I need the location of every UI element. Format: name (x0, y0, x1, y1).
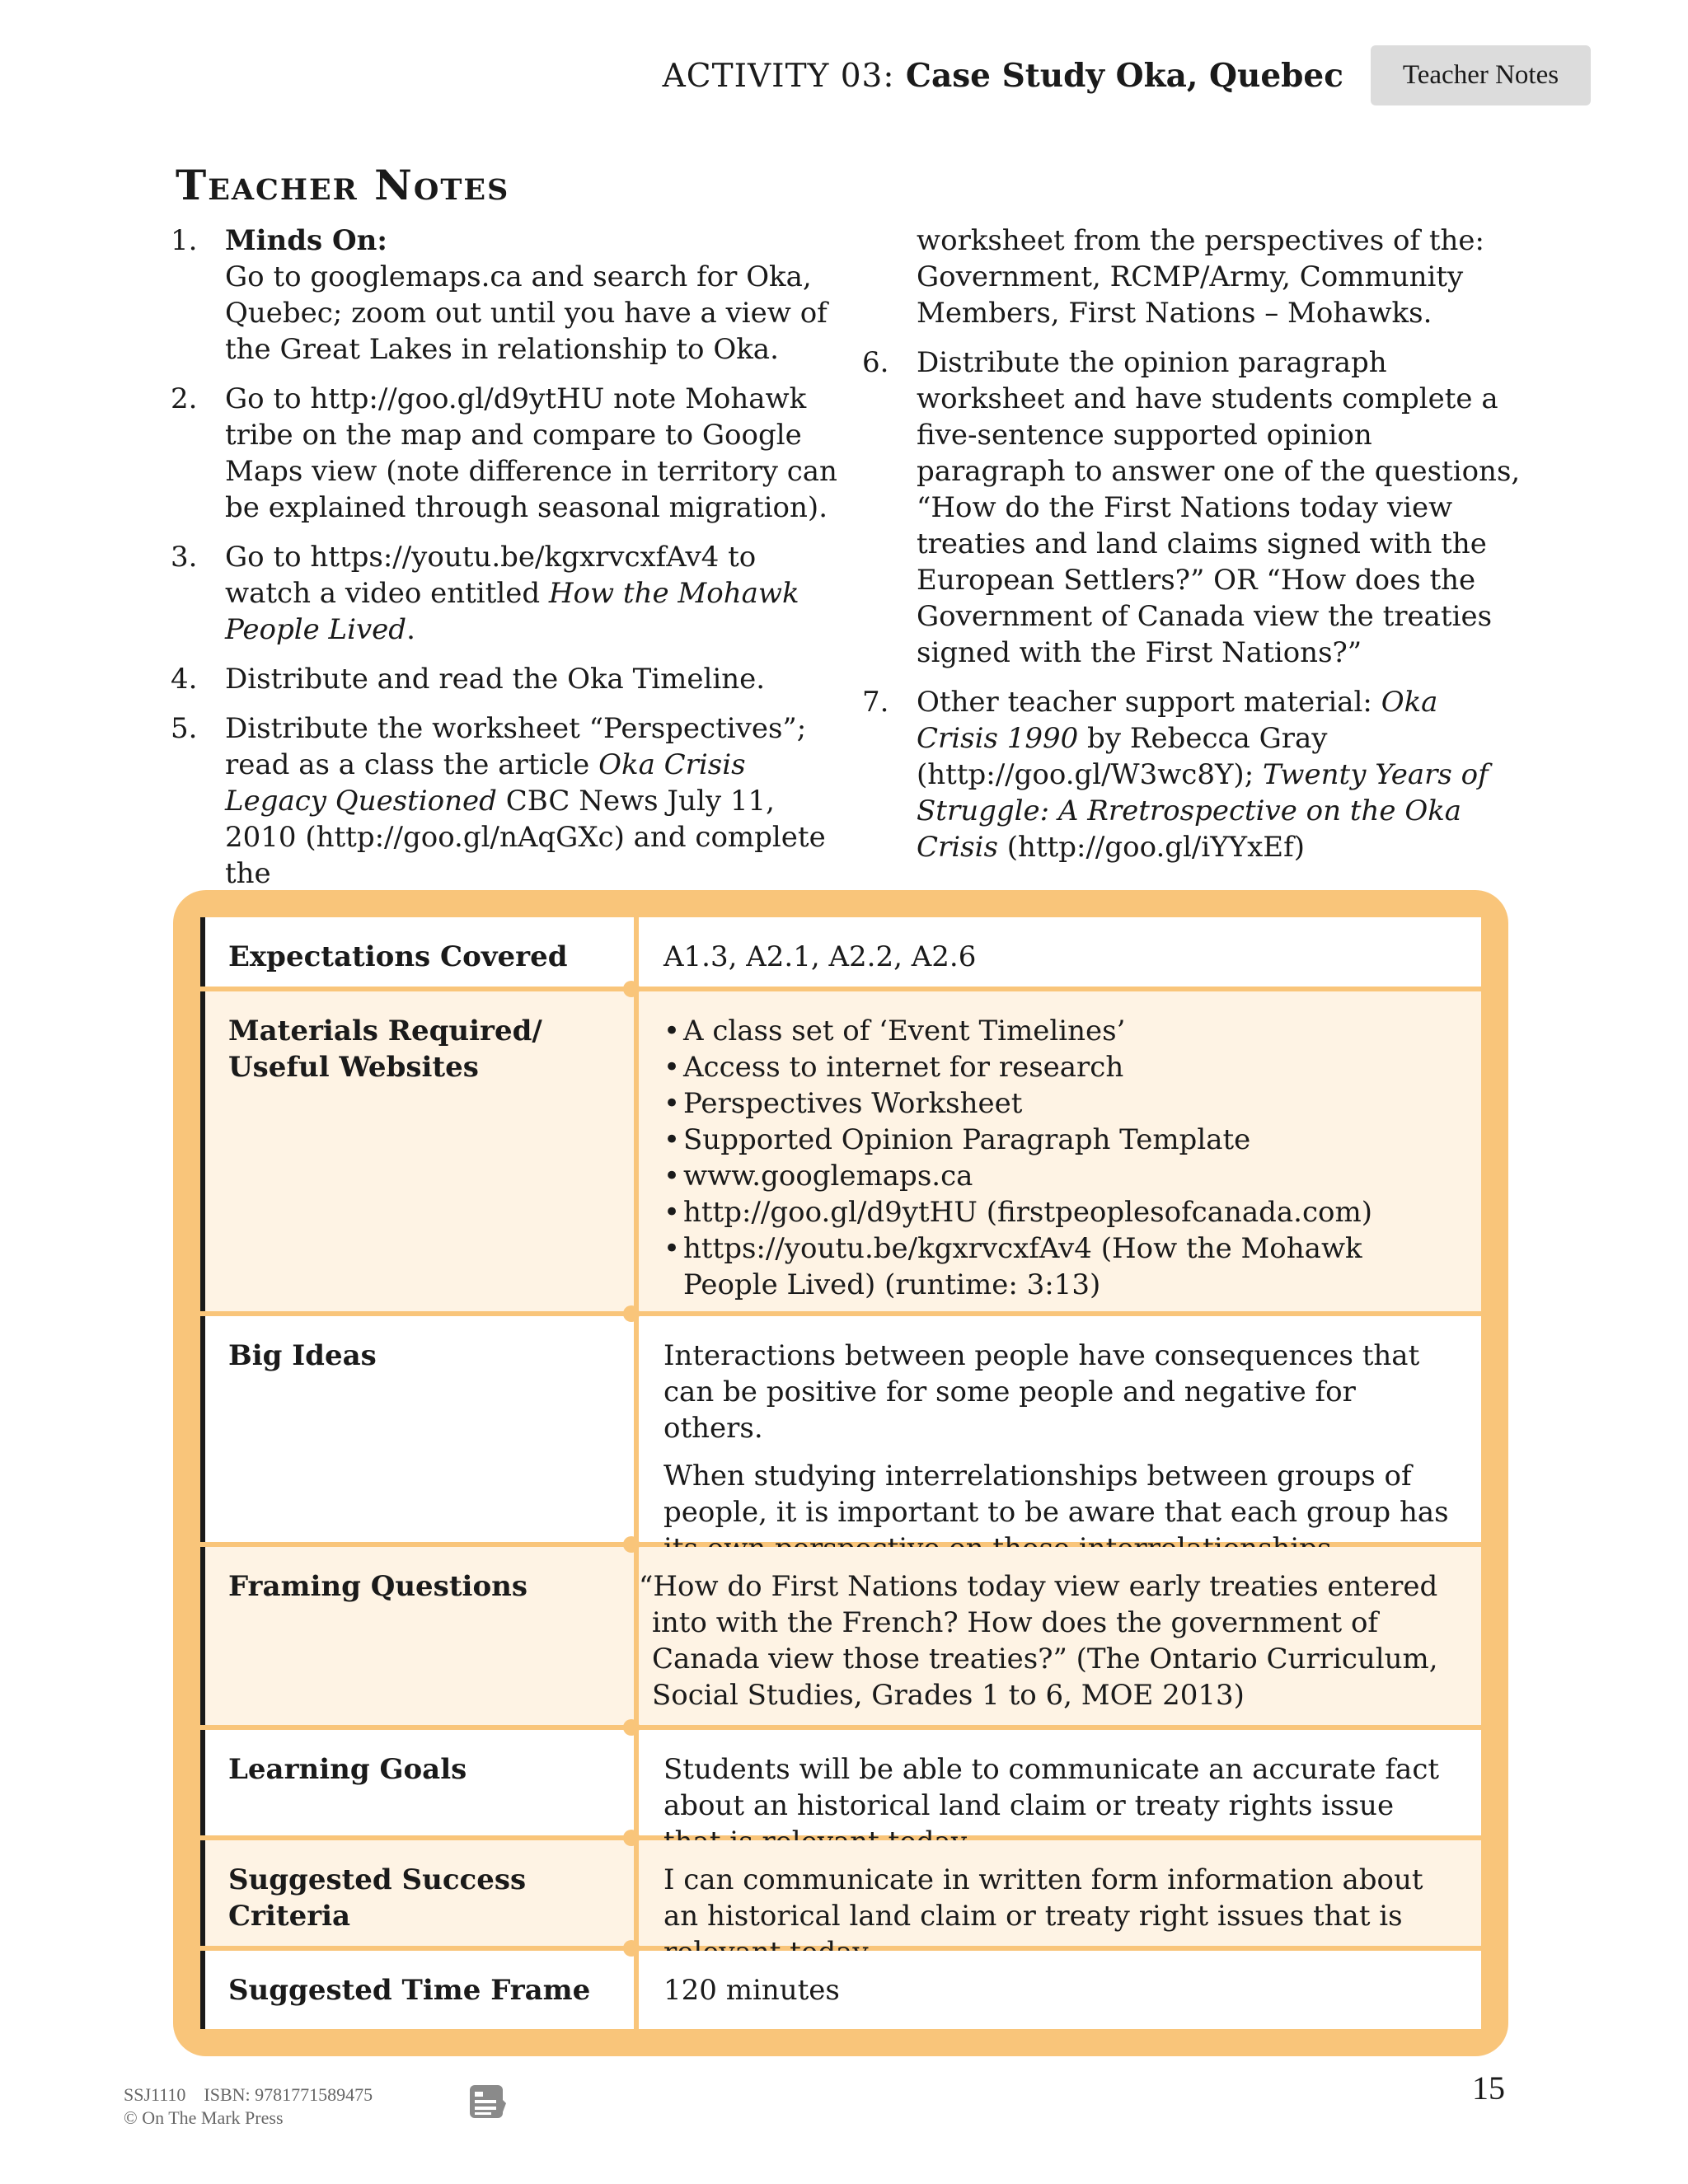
note-number: 1. (171, 224, 198, 257)
page-title: Teacher Notes (176, 161, 510, 209)
activity-prefix: ACTIVITY 03: (662, 58, 895, 95)
note-item-1 (171, 223, 846, 368)
article-title: Twenty Years of Struggle: A Rretrospective on the Oka Crisis (917, 758, 1489, 864)
table-row-time-frame (200, 1951, 1481, 2029)
row-value: “How do First Nations today view early treaties entered into with the French? How does the government of Canada view those treaties?” (The Ontario Curriculum, Social Studies, Grades 1 to 6, MOE 2013) (639, 1570, 1438, 1712)
notes-right-column (862, 223, 1522, 879)
big-idea-paragraph: When studying interrelationships between groups of people, it is important to be aware that each group has (663, 1460, 1449, 1529)
list-item: • Access to internet for research (663, 1049, 1458, 1085)
row-value: 120 minutes (663, 1974, 840, 2007)
row-junction-dot (623, 1536, 640, 1553)
list-item: • Perspectives Worksheet (663, 1085, 1458, 1122)
row-label-line2: Useful Websites (228, 1051, 479, 1084)
row-label: Expectations Covered (228, 940, 568, 973)
row-label: Framing Questions (228, 1570, 528, 1603)
teacher-notes-tab: Teacher Notes (1371, 45, 1591, 105)
table-row-framing-questions (200, 1547, 1481, 1725)
materials-list (663, 1013, 1458, 1303)
note-item-5-continued: worksheet from the perspectives of the: Government, RCMP/Army, Community Members, First Nations – Mohawks. (917, 224, 1484, 330)
article-title: Oka Crisis Legacy Questioned (225, 748, 746, 818)
row-label (205, 991, 634, 1311)
row-value: I can communicate in written form information about an historical land claim or treaty right issues that is (663, 1863, 1423, 1933)
activity-name: Case Study Oka, Quebec (905, 57, 1343, 95)
list-item: • http://goo.gl/d9ytHU (firstpeoplesofcanada.com) (663, 1194, 1458, 1230)
summary-table-frame (173, 890, 1508, 2056)
row-label: Big Ideas (228, 1339, 377, 1372)
note-text-end: (http://goo.gl/iYYxEf) (997, 831, 1305, 864)
list-item: • https://youtu.be/kgxrvcxfAv4 (How the Mohawk People Lived) (runtime: 3:13) (663, 1230, 1458, 1303)
row-label-line1: Materials Required/ (228, 1015, 542, 1047)
row-value: A1.3, A2.1, A2.2, A2.6 (663, 940, 977, 973)
table-row-materials (200, 991, 1481, 1311)
footer-copyright: © On The Mark Press (124, 2107, 284, 2128)
note-text: Other teacher support material: (917, 686, 1381, 719)
video-title: How the Mohawk People Lived (225, 577, 799, 646)
note-number: 4. (171, 663, 198, 696)
note-text: Go to http://goo.gl/d9ytHU note Mohawk tribe on the map and compare to Google Maps view (note difference in territory can be explained through seasonal migration). (225, 382, 837, 524)
row-junction-dot (623, 1719, 640, 1736)
summary-table (200, 917, 1481, 2029)
note-title: Minds On: (225, 224, 387, 257)
note-item-3 (171, 539, 846, 648)
note-item-6 (862, 344, 1522, 671)
row-junction-dot (623, 981, 640, 997)
activity-title (663, 57, 1343, 95)
footer-isbn: SSJ1110 ISBN: 9781771589475 (124, 2084, 373, 2105)
row-junction-dot (623, 1830, 640, 1846)
row-value (639, 991, 1481, 1311)
table-row-big-ideas (200, 1316, 1481, 1542)
note-number: 3. (171, 541, 198, 574)
page-number: 15 (1472, 2069, 1505, 2107)
note-number: 6. (862, 346, 889, 379)
note-number: 7. (862, 686, 889, 719)
note-text: Distribute and read the Oka Timeline. (225, 663, 766, 696)
note-item-4 (171, 661, 846, 697)
row-label: Suggested Time Frame (228, 1974, 591, 2007)
document-list-icon (468, 2083, 508, 2123)
row-junction-dot (623, 1305, 640, 1322)
note-item-7 (862, 684, 1522, 865)
note-text-end: CBC News July 11, 2010 (http://goo.gl/nAqGXc) and complete the (225, 785, 826, 890)
book-title: Oka Crisis 1990 (917, 686, 1438, 755)
big-idea-paragraph: Interactions between people have consequences that can be positive for some people and negative for others. (663, 1339, 1420, 1445)
list-item: • A class set of ‘Event Timelines’ (663, 1013, 1458, 1049)
note-text: Distribute the worksheet “Perspectives”; read as a class the article (225, 712, 807, 781)
note-number: 2. (171, 382, 198, 415)
note-text: Go to googlemaps.ca and search for Oka, Quebec; zoom out until you have a view of the Great Lakes in relationship to Oka. (225, 260, 828, 366)
table-row-learning-goals (200, 1730, 1481, 1835)
note-item-5 (171, 710, 846, 892)
table-row-expectations (200, 917, 1481, 987)
list-item: • Supported Opinion Paragraph Template (663, 1122, 1458, 1158)
page-header (577, 45, 1591, 107)
note-text: Distribute the opinion paragraph worksheet and have students complete a five-sentence supported opinion paragraph to answer one of the questions, “How do the First Nations today view treaties and land claims signed with the European Settlers?” OR “How does the Government of Canada view the treaties signed with the First Nations?” (917, 346, 1521, 669)
note-text: Go to https://youtu.be/kgxrvcxfAv4 to watch a video entitled (225, 541, 757, 610)
row-junction-dot (623, 1940, 640, 1957)
row-label: Suggested Success Criteria (228, 1863, 527, 1933)
row-value: Students will be able to communicate an accurate fact about an historical land claim or treaty rights issue (663, 1753, 1440, 1822)
list-item: • www.googlemaps.ca (663, 1158, 1458, 1194)
note-text-mid: by Rebecca Gray (http://goo.gl/W3wc8Y); (917, 722, 1328, 791)
note-number: 5. (171, 712, 198, 745)
footer-publisher-info (124, 2083, 373, 2130)
notes-left-column (171, 223, 846, 905)
note-text-end: . (406, 613, 415, 646)
note-item-2 (171, 381, 846, 526)
row-label: Learning Goals (228, 1753, 467, 1786)
row-value (639, 1316, 1481, 1542)
table-row-success-criteria (200, 1840, 1481, 1946)
